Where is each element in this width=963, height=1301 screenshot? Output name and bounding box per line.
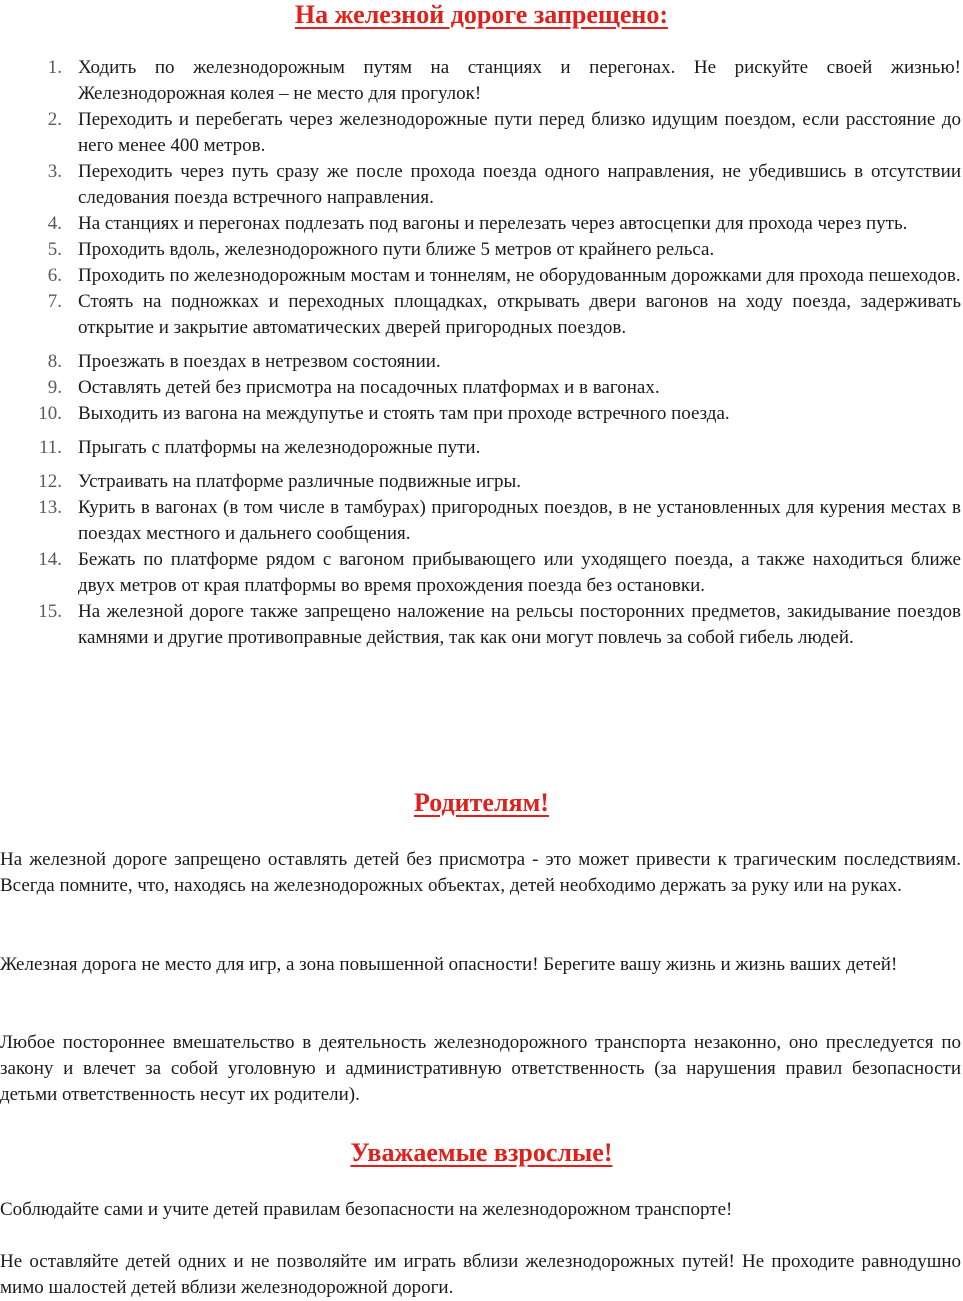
list-item (0, 547, 963, 599)
adults-paragraph: Не оставляйте детей одних и не позволяйте им играть вблизи железнодорожных путей! Не проходите равнодушно мимо шалостей детей вблизи железнодорожной дороги. (0, 1251, 961, 1298)
item-number: 12. (38, 471, 62, 492)
item-text: Проходить по железнодорожным мостам и тоннелям, не оборудованным дорожками для прохода пешеходов. (78, 265, 961, 286)
item-number: 11. (38, 437, 62, 458)
item-text: Переходить и перебегать через железнодорожные пути перед близко идущим поездом, если расстояние до него менее 400 метров. (78, 109, 961, 156)
list-item (0, 289, 963, 341)
list-item (0, 599, 963, 651)
parents-heading: Родителям! (414, 788, 549, 817)
item-text: На железной дороге также запрещено наложение на рельсы посторонних предметов, закидывание поездов камнями и другие противоправные действия, так как они могут повлечь за собой гибель людей. (78, 601, 961, 648)
parents-paragraph: Любое постороннее вмешательство в деятельность железнодорожного транспорта незаконно, оно преследуется по закону и влечет за собой уголовную и административную ответственность (за нарушения правил безопасности детьми ответственность несут их родители). (0, 1032, 961, 1105)
item-number: 1. (47, 57, 62, 78)
list-item (0, 263, 963, 289)
item-text: Курить в вагонах (в том числе в тамбурах) пригородных поездов, в не установленных для курения местах в поездах местного и дальнего сообщения. (78, 497, 961, 544)
list-item (0, 107, 963, 159)
adults-heading: Уважаемые взрослые! (350, 1138, 613, 1167)
list-item (0, 211, 963, 237)
item-text: Оставлять детей без присмотра на посадочных платформах и в вагонах. (78, 377, 660, 398)
item-text: Устраивать на платформе различные подвижные игры. (78, 471, 522, 492)
list-item (0, 401, 963, 427)
item-text: Прыгать с платформы на железнодорожные пути. (78, 437, 481, 458)
item-number: 5. (47, 239, 62, 260)
item-number: 3. (47, 161, 62, 182)
item-number: 7. (47, 291, 62, 312)
item-number: 13. (38, 497, 62, 518)
item-text: Выходить из вагона на междупутье и стоять там при проходе встречного поезда. (78, 403, 730, 424)
item-number: 2. (47, 109, 62, 130)
prohibitions-list (0, 55, 963, 651)
item-number: 9. (47, 377, 62, 398)
adults-paragraph: Соблюдайте сами и учите детей правилам безопасности на железнодорожном транспорте! (0, 1199, 733, 1220)
list-item (0, 237, 963, 263)
item-number: 14. (38, 549, 62, 570)
item-text: Проходить вдоль, железнодорожного пути ближе 5 метров от крайнего рельса. (78, 239, 715, 260)
item-text: Стоять на подножках и переходных площадках, открывать двери вагонов на ходу поезда, задерживать открытие и закрытие автоматических дверей пригородных поездов. (78, 291, 961, 338)
item-text: На станциях и перегонах подлезать под вагоны и перелезать через автосцепки для прохода через путь. (78, 213, 908, 234)
list-item (0, 435, 963, 461)
page-title: На железной дороге запрещено: (294, 0, 669, 29)
item-number: 15. (38, 601, 62, 622)
item-text: Переходить через путь сразу же после прохода поезда одного направления, не убедившись в отсутствии следования поезда встречного направления. (78, 161, 961, 208)
item-number: 6. (47, 265, 62, 286)
parents-paragraph: На железной дороге запрещено оставлять детей без присмотра - это может привести к трагическим последствиям. Всегда помните, что, находясь на железнодорожных объектах, детей необходимо держать за руку или на руках. (0, 849, 961, 896)
list-item (0, 349, 963, 375)
item-text: Ходить по железнодорожным путям на станциях и перегонах. Не рискуйте своей жизнью! Железнодорожная колея – не место для прогулок! (78, 57, 961, 104)
list-item (0, 159, 963, 211)
item-text: Проезжать в поездах в нетрезвом состоянии. (78, 351, 441, 372)
list-item (0, 55, 963, 107)
item-number: 4. (47, 213, 62, 234)
list-item (0, 469, 963, 495)
item-number: 8. (47, 351, 62, 372)
item-number: 10. (38, 403, 62, 424)
parents-paragraph: Железная дорога не место для игр, а зона повышенной опасности! Берегите вашу жизнь и жизнь ваших детей! (0, 954, 898, 975)
list-item (0, 375, 963, 401)
item-text: Бежать по платформе рядом с вагоном прибывающего или уходящего поезда, а также находиться ближе двух метров от края платформы во время прохождения поезда без остановки. (78, 549, 961, 596)
list-item (0, 495, 963, 547)
